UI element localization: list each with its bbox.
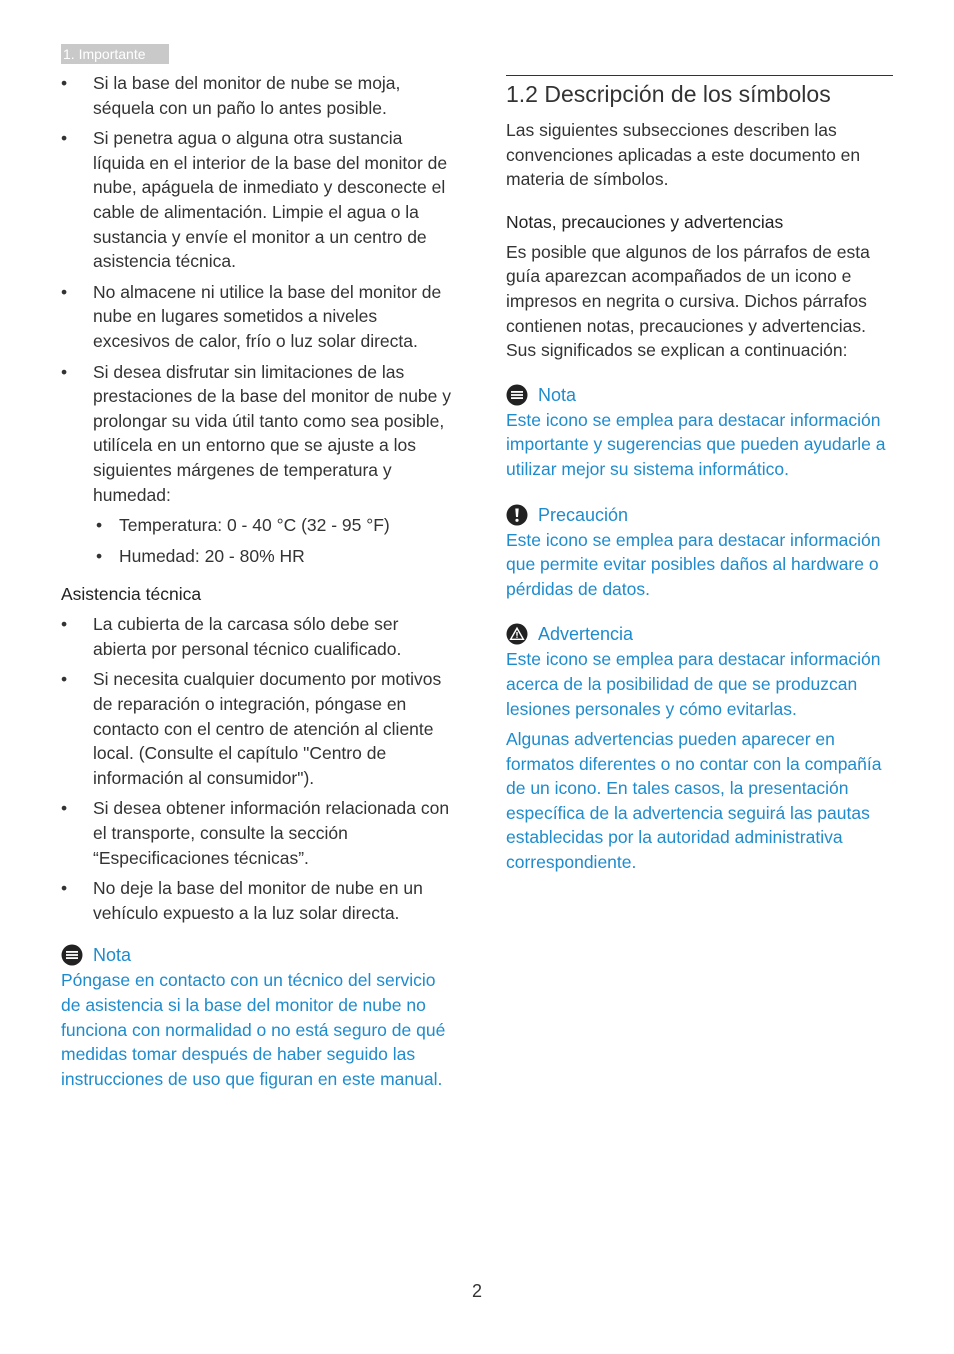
right-column — [506, 75, 893, 875]
bullet-icon: • — [96, 515, 103, 536]
page-number: 2 — [471, 1281, 482, 1301]
chapter-tab: 1. Importante — [61, 44, 169, 64]
support-bullet-list — [61, 612, 451, 925]
list-item — [61, 280, 451, 354]
notes-intro: Es posible que algunos de los párrafos de esta guía aparezcan acompañados de un icono e impresos en negrita o cursiva. Dichos párrafos contienen notas, precauciones y advertencias. Sus significados se explican a continuación: — [506, 241, 870, 361]
note-icon — [506, 384, 528, 406]
sub-list-item — [93, 513, 451, 538]
bullet-icon: • — [61, 281, 68, 302]
warning-text: Este icono se emplea para destacar información acerca de la posibilidad de que se produzcan lesiones personales y cómo evitarlas. — [506, 649, 881, 719]
warning-extra-text: Algunas advertencias pueden aparecer en formatos diferentes o no contar con la compañía de un icono. En tales casos, la presentación específica de la advertencia seguirá las pautas establecidas por la autoridad administrativa correspondiente. — [506, 729, 882, 873]
list-item-text: Si penetra agua o alguna otra sustancia líquida en el interior de la base del monitor de nube, apáguela de inmediato y desconecte el cable de alimentación. Limpie el agua o la sustancia y envíe el monitor a un centro de asistencia técnica. — [93, 128, 448, 272]
notes-heading: Notas, precauciones y advertencias — [506, 211, 784, 232]
warning-label: Advertencia — [538, 624, 634, 645]
support-heading: Asistencia técnica — [61, 584, 202, 605]
list-item-text: Si la base del monitor de nube se moja, séquela con un paño lo antes posible. — [93, 73, 401, 118]
note-text: Este icono se emplea para destacar información importante y sugerencias que pueden ayudarle a utilizar mejor su sistema informático. — [506, 409, 886, 479]
caution-heading — [506, 503, 893, 527]
environment-sub-list — [93, 513, 451, 568]
bullet-icon: • — [61, 361, 68, 382]
list-item — [61, 126, 451, 274]
list-item-text: Si desea disfrutar sin limitaciones de las prestaciones de la base del monitor de nube y prolongar su vida útil tanto como sea posible, utilícela en un entorno que se ajuste a los siguientes márgenes de temperatura y humedad: — [93, 361, 452, 505]
warning-heading — [506, 622, 893, 646]
section-divider — [506, 75, 893, 76]
bullet-icon: • — [61, 878, 68, 899]
warning-icon — [506, 623, 528, 645]
list-item-text: No deje la base del monitor de nube en un vehículo expuesto a la luz solar directa. — [93, 878, 423, 923]
list-item-text: La cubierta de la carcasa sólo debe ser abierta por personal técnico cualificado. — [93, 614, 402, 659]
list-item-text: Si desea obtener información relacionada con el transporte, consulte la sección “Especificaciones técnicas”. — [93, 798, 450, 868]
bullet-icon: • — [61, 798, 68, 819]
sub-list-item-text: Temperatura: 0 - 40 °C (32 - 95 °F) — [119, 515, 390, 536]
list-item-text: No almacene ni utilice la base del monitor de nube en lugares sometidos a niveles excesivos de calor, frío o luz solar directa. — [93, 281, 442, 351]
caution-text: Este icono se emplea para destacar información que permite evitar posibles daños al hardware o pérdidas de datos. — [506, 529, 881, 599]
sub-list-item-text: Humedad: 20 - 80% HR — [119, 545, 305, 566]
care-bullet-list — [61, 71, 451, 568]
bullet-icon: • — [61, 128, 68, 149]
bullet-icon: • — [96, 545, 103, 566]
note-icon — [61, 944, 83, 966]
left-note-heading — [61, 943, 451, 967]
bullet-icon: • — [61, 73, 68, 93]
left-column — [61, 71, 451, 1091]
list-item — [61, 796, 451, 870]
list-item — [61, 876, 451, 925]
note-label: Nota — [538, 384, 577, 405]
list-item-text: Si necesita cualquier documento por motivos de reparación o integración, póngase en contacto con el centro de atención al cliente local. (Consulte el capítulo "Centro de información al consumidor"). — [93, 669, 442, 788]
caution-label: Precaución — [538, 504, 629, 525]
bullet-icon: • — [61, 669, 68, 690]
left-note-text: Póngase en contacto con un técnico del servicio de asistencia si la base del monitor de nube no funciona con normalidad o no está seguro de qué medidas tomar después de haber seguido las instrucciones de uso que figuran en este manual. — [61, 970, 446, 1089]
list-item — [61, 667, 451, 790]
list-item — [61, 612, 451, 661]
caution-icon — [506, 504, 528, 526]
sub-list-item — [93, 544, 451, 569]
list-item — [61, 360, 451, 569]
section-intro: Las siguientes subsecciones describen las convenciones aplicadas a este documento en materia de símbolos. — [506, 120, 861, 190]
note-label: Nota — [93, 945, 132, 966]
list-item — [61, 71, 451, 120]
note-heading — [506, 383, 893, 407]
bullet-icon: • — [61, 614, 68, 635]
section-title: 1.2 Descripción de los símbolos — [506, 81, 831, 107]
